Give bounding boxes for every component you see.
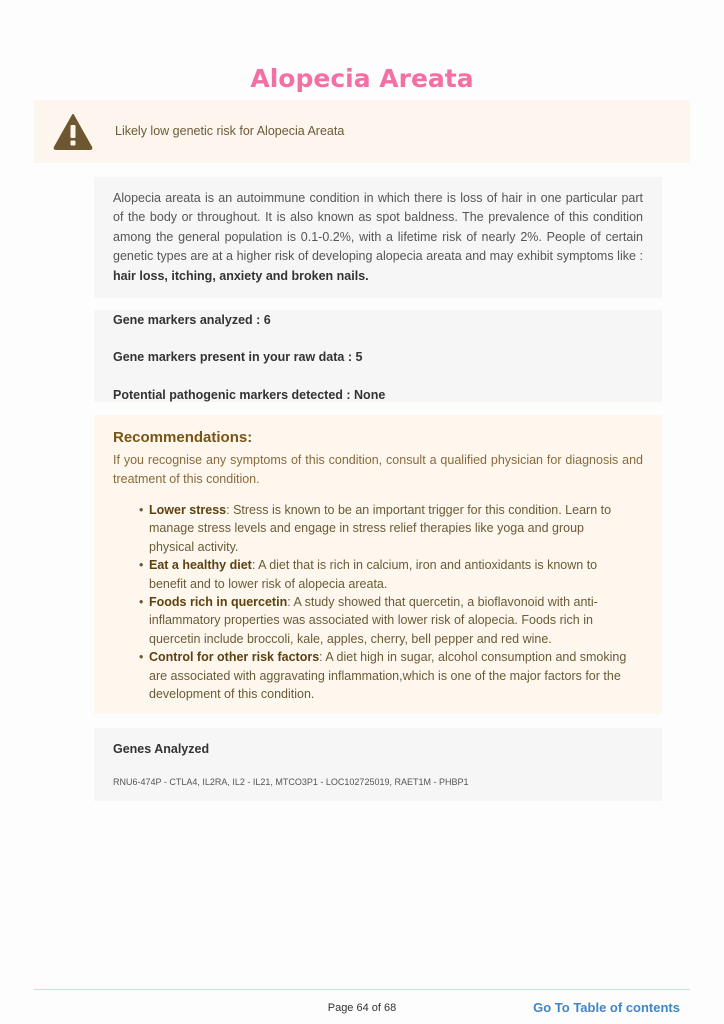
recommendations-panel: [94, 415, 662, 714]
risk-banner: [34, 100, 690, 163]
gene-markers-panel: [94, 310, 662, 402]
genes-analyzed-panel: [94, 728, 662, 801]
genes-list: RNU6-474P - CTLA4, IL2RA, IL2 - IL21, MTCO3P1 - LOC102725019, RAET1M - PHBP1: [113, 777, 469, 787]
bullet-icon: •: [139, 503, 144, 517]
recommendations-title: Recommendations:: [113, 429, 253, 446]
recommendation-label: Eat a healthy diet: [149, 558, 252, 573]
markers-analyzed: Gene markers analyzed : 6: [113, 313, 271, 327]
footer-divider: [34, 989, 690, 990]
bullet-icon: •: [139, 558, 144, 573]
bullet-icon: •: [139, 650, 144, 665]
genes-title: Genes Analyzed: [113, 742, 210, 756]
recommendation-label: Lower stress: [149, 503, 227, 517]
description-text: Alopecia areata is an autoimmune condition in which there is loss of hair in one particular part of the body or throughout. It is also known as spot baldness. The prevalence of this condition among the general population is 0.1-0.2%, with a lifetime risk of nearly 2%. People of certain genetic types are at a higher risk of developing alopecia areata and may exhibit symptoms like :: [113, 191, 643, 264]
list-item: [139, 501, 629, 556]
markers-present: Gene markers present in your raw data : 5: [113, 350, 363, 364]
recommendations-list: [139, 501, 629, 703]
page-number: Page 64 of 68: [327, 1002, 397, 1014]
recommendation-text: : A diet that is rich in calcium, iron and antioxidants is known to benefit and to lower risk of alopecia areata.: [149, 558, 598, 591]
recommendation-text: : A study showed that quercetin, a bioflavonoid with anti-inflammatory properties was associated with lower risk of alopecia. Foods rich in quercetin include broccoli, kale, apples, cherry, bell pepper and red wine.: [149, 595, 598, 646]
pathogenic-markers: Potential pathogenic markers detected : None: [113, 388, 386, 402]
recommendation-text: : A diet high in sugar, alcohol consumption and smoking are associated with aggravating inflammation,which is one of the major factors for the development of this condition.: [149, 650, 627, 702]
list-item: [139, 593, 629, 648]
recommendation-text: : Stress is known to be an important trigger for this condition. Learn to manage stress levels and engage in stress relief therapies like yoga and group physical activity.: [149, 503, 612, 554]
page-title: Alopecia Areata: [250, 64, 474, 93]
risk-summary: Likely low genetic risk for Alopecia Areata: [115, 124, 345, 138]
recommendations-intro: If you recognise any symptoms of this condition, consult a qualified physician for diagnosis and treatment of this condition.: [113, 453, 643, 486]
bullet-icon: •: [139, 595, 144, 610]
symptoms-list: hair loss, itching, anxiety and broken nails.: [113, 268, 369, 283]
list-item: [139, 556, 629, 593]
recommendation-label: Control for other risk factors: [149, 650, 320, 665]
condition-description: [94, 177, 662, 298]
list-item: [139, 648, 629, 703]
warning-triangle-icon: [53, 113, 93, 150]
recommendation-label: Foods rich in quercetin: [149, 595, 288, 610]
table-of-contents-link[interactable]: Go To Table of contents: [533, 1000, 680, 1015]
